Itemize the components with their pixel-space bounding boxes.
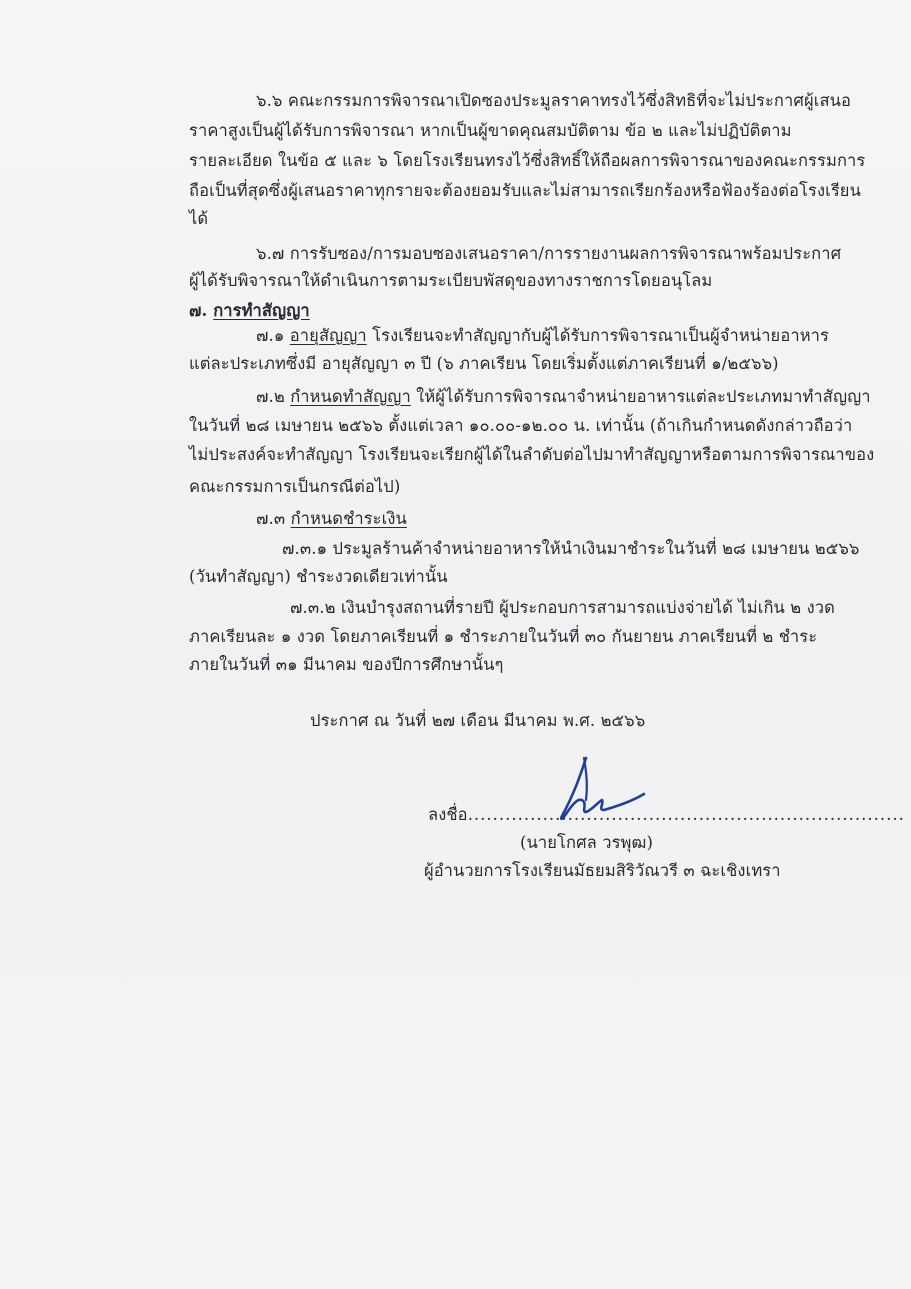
clause-7-3-2-line-2: ภาคเรียนละ ๑ งวด โดยภาคเรียนที่ ๑ ชำระภายในวันที่ ๓๐ กันยายน ภาคเรียนที่ ๒ ชำระ	[189, 627, 818, 646]
clause-7-3-1-line-1: ๗.๓.๑ ประมูลร้านค้าจำหน่ายอาหารให้นำเงินมาชำระในวันที่ ๒๘ เมษายน ๒๕๖๖	[282, 539, 860, 558]
clause-7-1-text: โรงเรียนจะทำสัญญากับผู้ได้รับการพิจารณาเป็นผู้จำหน่ายอาหาร	[366, 326, 830, 345]
signatory-position: ผู้อำนวยการโรงเรียนมัธยมสิริวัณวรี ๓ ฉะเชิงเทรา	[424, 861, 781, 880]
clause-6-7-line-2: ผู้ได้รับพิจารณาให้ดำเนินการตามระเบียบพัสดุของทางราชการโดยอนุโลม	[189, 271, 713, 290]
signature-line	[428, 804, 905, 826]
clause-7-2-line-1	[256, 386, 871, 408]
signatory-name: (นายโกศล วรพุฒ)	[520, 833, 654, 852]
clause-7-2-line-3: ไม่ประสงค์จะทำสัญญา โรงเรียนจะเรียกผู้ได้ในลำดับต่อไปมาทำสัญญาหรือตามการพิจารณาของ	[189, 445, 875, 464]
clause-7-2-line-2: ในวันที่ ๒๘ เมษายน ๒๕๖๖ ตั้งแต่เวลา ๑๐.๐๐-๑๒.๐๐ น. เท่านั้น (ถ้าเกินกำหนดดังกล่าวถือว่า	[189, 416, 853, 435]
clause-6-6-line-3: รายละเอียด ในข้อ ๕ และ ๖ โดยโรงเรียนทรงไว้ซึ่งสิทธิ์ให้ถือผลการพิจารณาของคณะกรรมการ	[189, 151, 866, 170]
sign-label: ลงชื่อ	[428, 805, 468, 824]
announcement-date-line: ประกาศ ณ วันที่ ๒๗ เดือน มีนาคม พ.ศ. ๒๕๖๖	[310, 711, 646, 730]
clause-7-3-line-1	[256, 508, 407, 530]
clause-7-3-heading: กำหนดชำระเงิน	[290, 509, 407, 528]
sign-dots: ......................................................................	[467, 805, 905, 824]
clause-7-1-line-2: แต่ละประเภทซึ่งมี อายุสัญญา ๓ ปี (๖ ภาคเรียน โดยเริ่มตั้งแต่ภาคเรียนที่ ๑/๒๕๖๖)	[189, 354, 779, 373]
clause-7-1-line-1	[256, 325, 829, 347]
clause-7-2-line-4: คณะกรรมการเป็นกรณีต่อไป)	[189, 477, 401, 496]
clause-7-2-heading: กำหนดทำสัญญา	[290, 387, 411, 406]
clause-7-3-2-line-3: ภายในวันที่ ๓๑ มีนาคม ของปีการศึกษานั้นๆ	[189, 655, 504, 674]
clause-7-2-text: ให้ผู้ได้รับการพิจารณาจำหน่ายอาหารแต่ละประเภทมาทำสัญญา	[410, 387, 871, 406]
clause-7-3-2-line-1: ๗.๓.๒ เงินบำรุงสถานที่รายปี ผู้ประกอบการสามารถแบ่งจ่ายได้ ไม่เกิน ๒ งวด	[290, 598, 835, 617]
clause-7-2-number: ๗.๒	[256, 387, 285, 406]
clause-6-6-line-5: ได้	[189, 209, 209, 228]
clause-7-1-heading: อายุสัญญา	[289, 326, 367, 345]
clause-6-6-line-4: ถือเป็นที่สุดซึ่งผู้เสนอราคาทุกรายจะต้องยอมรับและไม่สามารถเรียกร้องหรือฟ้องร้องต่อโรงเรียน	[189, 181, 861, 200]
clause-6-6-line-1: ๖.๖ คณะกรรมการพิจารณาเปิดซองประมูลราคาทรงไว้ซึ่งสิทธิที่จะไม่ประกาศผู้เสนอ	[256, 91, 852, 110]
clause-6-7-line-1: ๖.๗ การรับซอง/การมอบซองเสนอราคา/การรายงานผลการพิจารณาพร้อมประกาศ	[256, 244, 842, 263]
clause-6-6-line-2: ราคาสูงเป็นผู้ได้รับการพิจารณา หากเป็นผู้ขาดคุณสมบัติตาม ข้อ ๒ และไม่ปฏิบัติตาม	[189, 121, 792, 140]
section-7-number: ๗.	[189, 301, 208, 320]
clause-7-3-number: ๗.๓	[256, 509, 286, 528]
section-7-title: การทำสัญญา	[213, 301, 310, 320]
section-7-heading	[189, 300, 310, 322]
clause-7-3-1-line-2: (วันทำสัญญา) ชำระงวดเดียวเท่านั้น	[189, 567, 448, 586]
clause-7-1-number: ๗.๑	[256, 326, 285, 345]
